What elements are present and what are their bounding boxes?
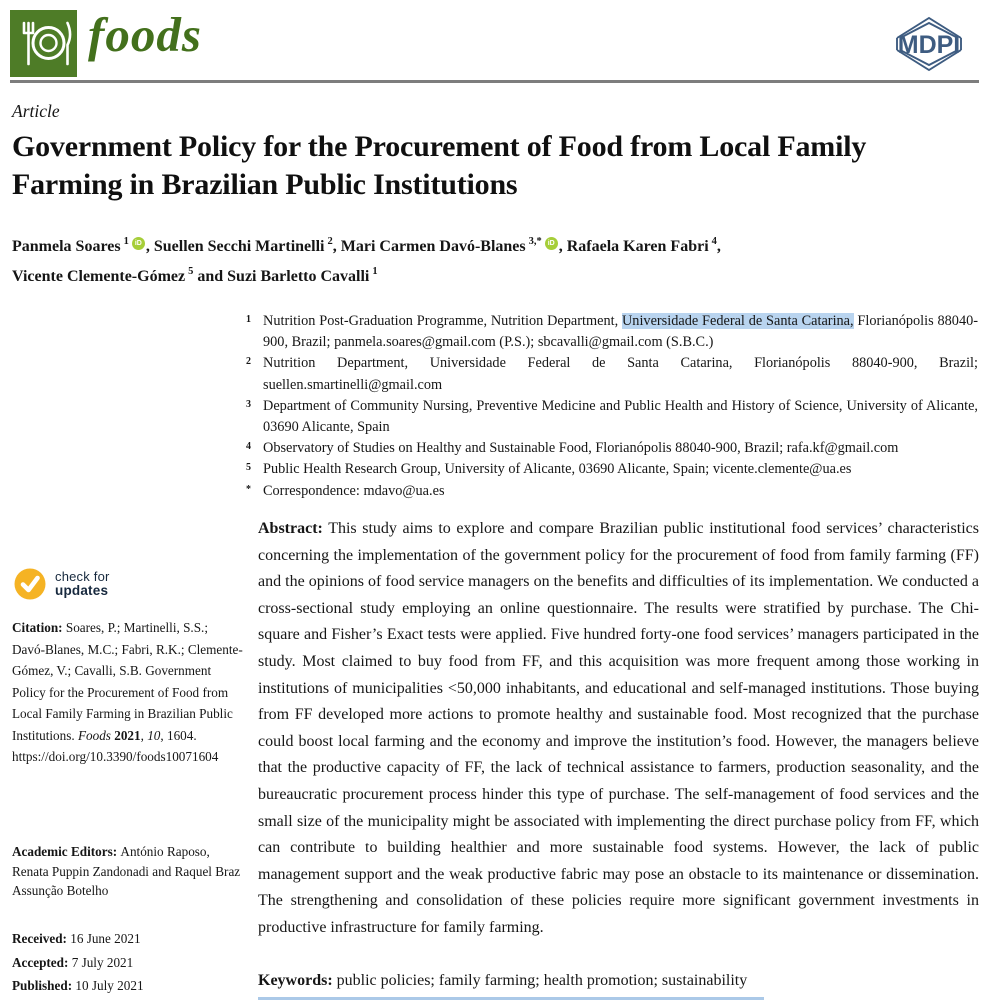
foods-logo xyxy=(10,10,77,77)
check-icon xyxy=(14,568,46,600)
affiliation-marker: 3 xyxy=(246,398,251,410)
author-affiliation-sup: 3,* xyxy=(528,236,542,247)
date-label: Received: xyxy=(12,931,71,946)
link-text[interactable]: mdavo@ua.es xyxy=(363,482,445,499)
date-row xyxy=(12,951,244,975)
date-value: 10 July 2021 xyxy=(75,978,144,993)
author-affiliation-sup: 1 xyxy=(372,266,378,277)
sidebar xyxy=(12,560,244,1000)
affiliations-block xyxy=(246,311,978,502)
text-segment: Correspondence: xyxy=(263,482,364,499)
date-label: Accepted: xyxy=(12,954,72,970)
updates-text: updates xyxy=(55,583,109,598)
abstract-paragraph xyxy=(258,516,979,942)
affiliation-row xyxy=(246,438,978,459)
check-for-updates-label xyxy=(55,570,110,598)
affiliation-marker: 5 xyxy=(246,462,251,474)
date-value: 16 June 2021 xyxy=(70,931,141,946)
affiliation-text xyxy=(263,459,978,480)
abstract-text: This study aims to explore and compare Brazilian public institutional food services’ characteristics concerning the implementation of the government policy for the procurement of food from family farming (FF) and the opinions of food service managers on the benefits and difficulties of its implementation. We conducted a cross-sectional study employing an online questionnaire. The results were stratified by purchase. The Chi-square and Fisher’s Exact tests were applied. Five hundred forty-one food services’ managers participated in the study. Most claimed to buy food from FF, and this acquisition was more frequent among those working in institutions of municipalities <50,000 inhabitants, and educational and self-managed institutions. Those buying from FF developed more actions to promote healthy and sustainable food. Most recognized that the purchase could boost local farming and the economy and improve the institution’s food. However, the managers believe that the productive capacity of FF, the lack of technical assistance to farmers, production seasonality, and the bureaucratic procurement process hinder this type of purchase. The self-management of food services and the small size of the municipality might be associated with implementing the direct purchase policy from FF, which can contribute to building healthier and more sustainable food systems. However, the lack of public management support and the weak productive fabric may pose an obstacle to its maintenance or dissemination. The strengthening and consolidation of these policies require more significant government investments in productive infrastructure for family farming. xyxy=(258,520,979,936)
author-affiliation-sup: 4 xyxy=(711,236,717,247)
author-affiliation-sup: 2 xyxy=(327,236,333,247)
affiliation-marker: 2 xyxy=(246,356,251,368)
affiliation-marker: 1 xyxy=(246,314,251,325)
keywords-text: public policies; family farming; health promotion; sustainability xyxy=(332,972,748,989)
link-text[interactable]: sbcavalli@gmail.com xyxy=(537,334,663,351)
affiliation-text xyxy=(263,396,978,438)
text-segment: (S.B.C.) xyxy=(662,334,714,351)
author-name: Suzi Barletto Cavalli xyxy=(227,268,370,285)
link-text[interactable]: panmela.soares@gmail.com xyxy=(334,334,496,351)
dates-block xyxy=(12,927,244,998)
mdpi-logo-text: MDPI xyxy=(897,31,961,59)
text-segment: 2021 xyxy=(114,727,141,743)
text-segment: António Raposo, Renata Puppin Zandonadi and Raquel Braz Assunção Botelho xyxy=(12,844,241,898)
keywords-label: Keywords: xyxy=(258,972,333,989)
fork-plate-knife-icon xyxy=(10,10,77,77)
text-segment: Foods xyxy=(77,727,115,743)
date-row xyxy=(12,974,244,998)
text-segment: Nutrition Post-Graduation Programme, Nutrition Department, xyxy=(263,313,622,329)
text-segment: Academic Editors: xyxy=(12,844,121,859)
author-name: Panmela Soares xyxy=(12,238,121,255)
page-title: Government Policy for the Procurement of Food from Local Family Farming in Brazilian Public Institutions xyxy=(12,130,867,201)
affiliation-row xyxy=(246,353,978,395)
affiliation-row xyxy=(246,396,978,438)
selection-highlight: Universidade Federal de Santa Catarina, xyxy=(621,313,854,329)
affiliation-marker: 4 xyxy=(246,441,251,453)
date-label: Published: xyxy=(12,978,76,993)
author-name: Mari Carmen Davó-Blanes xyxy=(340,238,526,255)
text-segment: Florianópolis 88040-900, Brazil; xyxy=(263,313,978,351)
abstract-label: Abstract: xyxy=(258,520,323,537)
author-separator: , xyxy=(558,238,567,255)
author-separator: , xyxy=(332,238,341,255)
affiliation-text xyxy=(263,311,978,353)
academic-editors-block xyxy=(12,842,244,901)
orcid-icon[interactable]: iD xyxy=(545,237,558,250)
text-segment: (P.S.); xyxy=(495,334,538,351)
author-affiliation-sup: 5 xyxy=(188,266,194,277)
date-value: 7 July 2021 xyxy=(71,954,134,970)
link-text[interactable]: https://doi.org/10.3390/foods10071604 xyxy=(12,749,219,764)
text-segment: 10 xyxy=(147,727,161,743)
text-segment: Department of Community Nursing, Preventive Medicine and Public Health and History of Science, University of Alicante, 03690 Alicante, Spain xyxy=(263,397,978,436)
author-affiliation-sup: 1 xyxy=(123,236,129,247)
author-name: Suellen Secchi Martinelli xyxy=(153,238,325,255)
link-text[interactable]: vicente.clemente@ua.es xyxy=(712,461,852,478)
author-name: Rafaela Karen Fabri xyxy=(566,238,709,255)
text-segment: Citation: xyxy=(12,620,66,635)
author-separator: , xyxy=(716,238,721,255)
text-segment: Observatory of Studies on Healthy and Sustainable Food, Florianópolis 88040-900, Brazil; xyxy=(263,440,787,457)
affiliation-marker: * xyxy=(246,483,251,495)
affiliation-text xyxy=(263,353,978,395)
text-segment: , 1604. xyxy=(160,727,197,743)
affiliation-row xyxy=(246,459,978,480)
text-segment: Soares, P.; Martinelli, S.S.; Davó-Blanes, M.C.; Fabri, R.K.; Clemente-Gómez, V.; Cavalli, S.B. Government Policy for the Procurement of Food from Local Family Farming in Brazilian Public Institutions. xyxy=(12,620,243,743)
text-segment: , xyxy=(140,727,148,743)
date-row xyxy=(12,927,244,951)
journal-name: foods xyxy=(88,7,202,62)
affiliation-text xyxy=(263,438,978,459)
mdpi-logo xyxy=(880,12,978,79)
author-separator: and xyxy=(193,268,228,285)
authors-line xyxy=(12,229,964,289)
text-segment: Public Health Research Group, University of Alicante, 03690 Alicante, Spain; xyxy=(263,461,713,478)
header-rule xyxy=(10,80,979,83)
link-text[interactable]: suellen.smartinelli@gmail.com xyxy=(263,376,443,393)
check-for-text: check for xyxy=(55,569,110,584)
text-segment: Nutrition Department, Universidade Federal de Santa Catarina, Florianópolis 88040-900, Brazil; xyxy=(263,355,978,372)
affiliation-row xyxy=(246,311,978,353)
article-type-label: Article xyxy=(12,101,60,121)
citation-block xyxy=(12,617,244,768)
author-separator: , xyxy=(145,238,154,255)
affiliation-text xyxy=(263,481,978,502)
link-text[interactable]: rafa.kf@gmail.com xyxy=(786,440,899,457)
orcid-icon[interactable]: iD xyxy=(132,237,145,250)
keywords-line xyxy=(258,972,979,990)
check-for-updates-badge[interactable] xyxy=(14,568,110,600)
affiliation-row xyxy=(246,481,978,502)
author-name: Vicente Clemente-Gómez xyxy=(12,268,186,285)
